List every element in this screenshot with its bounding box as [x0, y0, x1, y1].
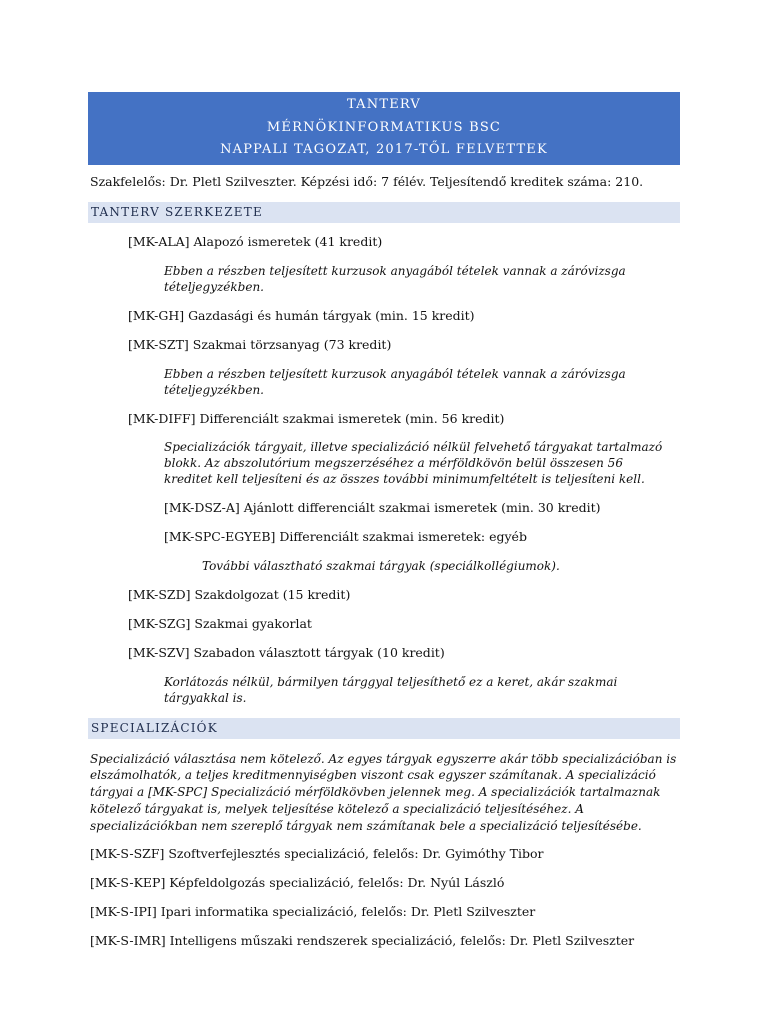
specialization-item: [MK-S-KEP] Képfeldolgozás specializáció, felelős: Dr. Nyúl László: [90, 875, 505, 891]
curriculum-title-banner: [88, 92, 680, 165]
title-line-2: MÉRNÖKINFORMATIKUS BSC: [266, 119, 502, 135]
intro-line: Szakfelelős: Dr. Pletl Szilveszter. Képzési idő: 7 félév. Teljesítendő kreditek száma: 210.: [90, 173, 644, 189]
block-mk-dsz-a: [MK-DSZ-A] Ajánlott differenciált szakmai ismeretek (min. 30 kredit): [164, 499, 601, 515]
block-mk-diff-note: Specializációk tárgyait, illetve specializáció nélkül felvehető tárgyakat tartalmazó blokk. Az abszolutórium megszerzéséhez a mérföldkövön belül összesen 56 kreditet kell teljesíteni és az összes további minimumfeltételt is teljesíteni kell.: [164, 439, 663, 486]
block-mk-diff: [MK-DIFF] Differenciált szakmai ismeretek (min. 56 kredit): [128, 410, 505, 426]
block-mk-ala-note: Ebben a részben teljesített kurzusok anyagából tételek vannak a záróvizsga tételjegyzékben.: [164, 263, 626, 294]
section-heading-specializations: SPECIALIZÁCIÓK: [88, 718, 680, 739]
section-heading-structure: TANTERV SZERKEZETE: [88, 202, 680, 223]
specialization-item: [MK-S-SZF] Szoftverfejlesztés specializáció, felelős: Dr. Gyimóthy Tibor: [90, 846, 544, 862]
title-line-3: NAPPALI TAGOZAT, 2017-TŐL FELVETTEK: [220, 142, 548, 157]
block-mk-szd: [MK-SZD] Szakdolgozat (15 kredit): [128, 586, 351, 602]
block-mk-ala: [MK-ALA] Alapozó ismeretek (41 kredit): [128, 233, 383, 249]
title-line-1: TANTERV: [347, 97, 421, 112]
document-page: [88, 92, 680, 949]
block-mk-szv: [MK-SZV] Szabadon választott tárgyak (10 kredit): [128, 644, 445, 660]
block-mk-szv-note: Korlátozás nélkül, bármilyen tárggyal teljesíthető ez a keret, akár szakmai tárgyakkal is.: [164, 674, 618, 705]
specialization-item: [MK-S-IPI] Ipari informatika specializáció, felelős: Dr. Pletl Szilveszter: [90, 904, 536, 920]
block-mk-szg: [MK-SZG] Szakmai gyakorlat: [128, 615, 312, 631]
block-mk-gh: [MK-GH] Gazdasági és humán tárgyak (min. 15 kredit): [128, 307, 475, 323]
specialization-item: [MK-S-IMR] Intelligens műszaki rendszerek specializáció, felelős: Dr. Pletl Szilveszter: [90, 933, 635, 949]
specializations-note: Specializáció választása nem kötelező. Az egyes tárgyak egyszerre akár több specializációban is elszámolhatók, a teljes kreditmennyiségben viszont csak egyszer számítanak. A specializáció tárgyai a [MK-SPC] Specializáció mérföldkövben jelennek meg. A specializációk tartalmaznak kötelező tárgyakat is, melyek teljesítése kötelező a specializáció teljesítéséhez. A specializációkban nem szereplő tárgyak nem számítanak bele a specializáció teljesítésébe.: [90, 751, 677, 833]
block-mk-szt: [MK-SZT] Szakmai törzsanyag (73 kredit): [128, 336, 392, 352]
block-mk-spc-egyeb: [MK-SPC-EGYEB] Differenciált szakmai ismeretek: egyéb: [164, 528, 527, 544]
block-mk-spc-egyeb-note: További választható szakmai tárgyak (speciálkollégiumok).: [202, 558, 560, 573]
block-mk-szt-note: Ebben a részben teljesített kurzusok anyagából tételek vannak a záróvizsga tételjegyzékben.: [164, 366, 626, 397]
